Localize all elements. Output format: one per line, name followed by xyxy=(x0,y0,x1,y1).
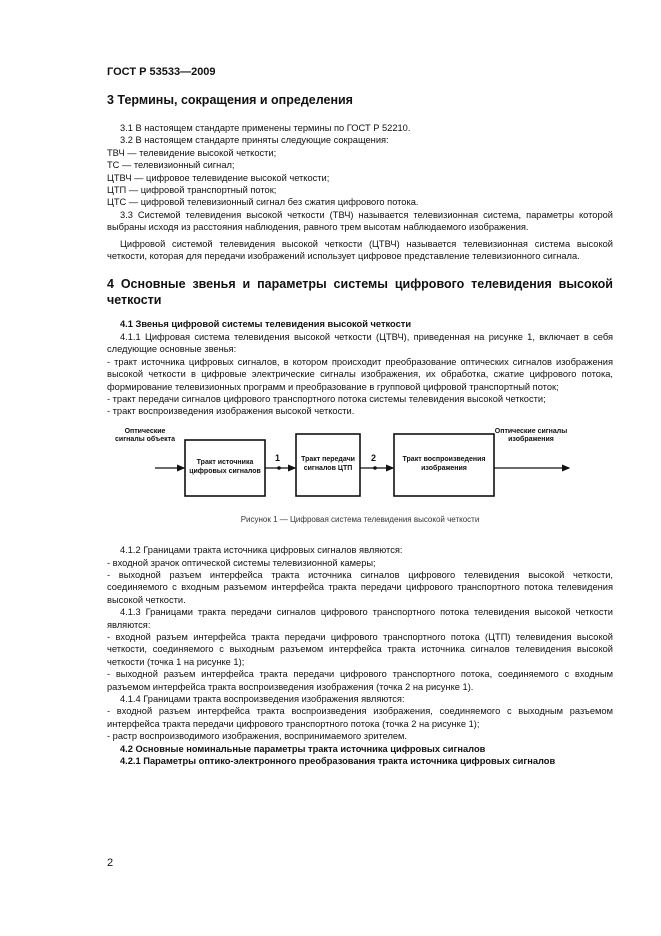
paragraph: 4.1.4 Границами тракта воспроизведения изображения являются: xyxy=(120,694,405,704)
list-item: - тракт передачи сигналов цифрового транспортного потока системы телевидения высокой четкости; xyxy=(107,393,546,404)
input-signal-label: Оптические сигналы объекта xyxy=(115,427,175,443)
list-item: - выходной разъем интерфейса тракта источника сигналов цифрового телевидения высокой четкости, соединяемого с входным разъемом интерфейса тракта передачи цифрового транспортного потока телевидения высокой четкости. xyxy=(107,569,613,605)
abbreviation-item: ЦТП — цифровой транспортный поток; xyxy=(107,185,277,196)
subsection-4-2-title: 4.2 Основные номинальные параметры тракта источника цифровых сигналов xyxy=(120,743,486,754)
paragraph: 3.2 В настоящем стандарте приняты следующие сокращения: xyxy=(120,135,389,146)
list-item: - тракт воспроизведения изображения высокой четкости. xyxy=(107,406,355,417)
point-2-marker xyxy=(373,466,377,470)
list-item: - растр воспроизводимого изображения, воспринимаемого зрителем. xyxy=(107,731,408,742)
page-number: 2 xyxy=(107,857,114,869)
page-content xyxy=(107,92,613,767)
subsection-4-2-1-title: 4.2.1 Параметры оптико-электронного преобразования тракта источника цифровых сигналов xyxy=(120,756,556,767)
point-1-marker xyxy=(277,466,281,470)
standard-header: ГОСТ Р 53533—2009 xyxy=(107,66,216,78)
abbreviation-item: ЦТС — цифровой телевизионный сигнал без сжатия цифрового потока. xyxy=(107,197,419,208)
point-2-label: 2 xyxy=(371,452,377,463)
abbreviation-item: ТВЧ — телевидение высокой четкости; xyxy=(107,147,277,158)
subsection-4-1-title: 4.1 Звенья цифровой системы телевидения высокой четкости xyxy=(120,319,412,330)
list-item: - входной зрачок оптической системы телевизионной камеры; xyxy=(107,557,376,568)
figure-1-diagram xyxy=(107,426,613,512)
paragraph: 3.1 В настоящем стандарте применены термины по ГОСТ Р 52210. xyxy=(120,123,411,133)
point-1-label: 1 xyxy=(275,452,281,463)
list-item: - входной разъем интерфейса тракта передачи цифрового транспортного потока (ЦТП) телевидения высокой четкости, соединяемого с выходным разъемом интерфейса тракта источника сигналов телевидения высокой четкости (точка 1 на рисунке 1); xyxy=(107,631,613,667)
list-item: - выходной разъем интерфейса тракта передачи цифрового транспортного потока, соединяемого с входным разъемом интерфейса тракта воспроизведения изображения (точка 2 на рисунке 1). xyxy=(107,669,613,692)
display-path-label: Тракт воспроизведения изображения xyxy=(402,456,486,472)
abbreviation-item: ТС — телевизионный сигнал; xyxy=(107,160,235,171)
section-4-title: 4 Основные звенья и параметры системы цифрового телевидения высокой четкости xyxy=(107,277,613,308)
figure-caption: Рисунок 1 — Цифровая система телевидения высокой четкости xyxy=(240,514,480,524)
section-3-title: 3 Термины, сокращения и определения xyxy=(107,93,353,107)
paragraph: 3.3 Системой телевидения высокой четкости (ТВЧ) называется телевизионная система, параметры которой выбраны исходя из расстояния наблюдения, равного трем высотам наблюдаемого изображения. xyxy=(107,209,613,233)
source-path-label: Тракт источника цифровых сигналов xyxy=(189,459,261,475)
paragraph: 4.1.1 Цифровая система телевидения высокой четкости (ЦТВЧ), приведенная на рисунке 1, включает в себя следующие основные звенья: xyxy=(107,331,613,355)
paragraph: 4.1.3 Границами тракта передачи сигналов цифрового транспортного потока телевидения высокой четкости являются: xyxy=(107,607,613,630)
paragraph: Цифровой системой телевидения высокой четкости (ЦТВЧ) называется телевизионная система высокой четкости, которая для передачи изображений использует цифровое представление телевизионного сигнала. xyxy=(107,238,613,262)
list-item: - тракт источника цифровых сигналов, в котором происходит преобразование оптических сигналов изображения высокой четкости в цифровые электрические сигналы изображения, их обработка, сжатие цифрового потока, формирование телевизионных программ и преобразование в групповой цифровой транспортный поток; xyxy=(107,356,613,392)
paragraph: 4.1.2 Границами тракта источника цифровых сигналов являются: xyxy=(120,545,403,556)
transmission-path-label: Тракт передачи сигналов ЦТП xyxy=(301,456,355,472)
list-item: - входной разъем интерфейса тракта воспроизведения изображения, соединяемого с выходным разъемом интерфейса тракта передачи цифрового транспортного потока (точка 2 на рисунке 1); xyxy=(107,706,613,729)
output-signal-label: Оптические сигналы изображения xyxy=(494,427,568,443)
abbreviation-item: ЦТВЧ — цифровое телевидение высокой четкости; xyxy=(107,172,330,183)
